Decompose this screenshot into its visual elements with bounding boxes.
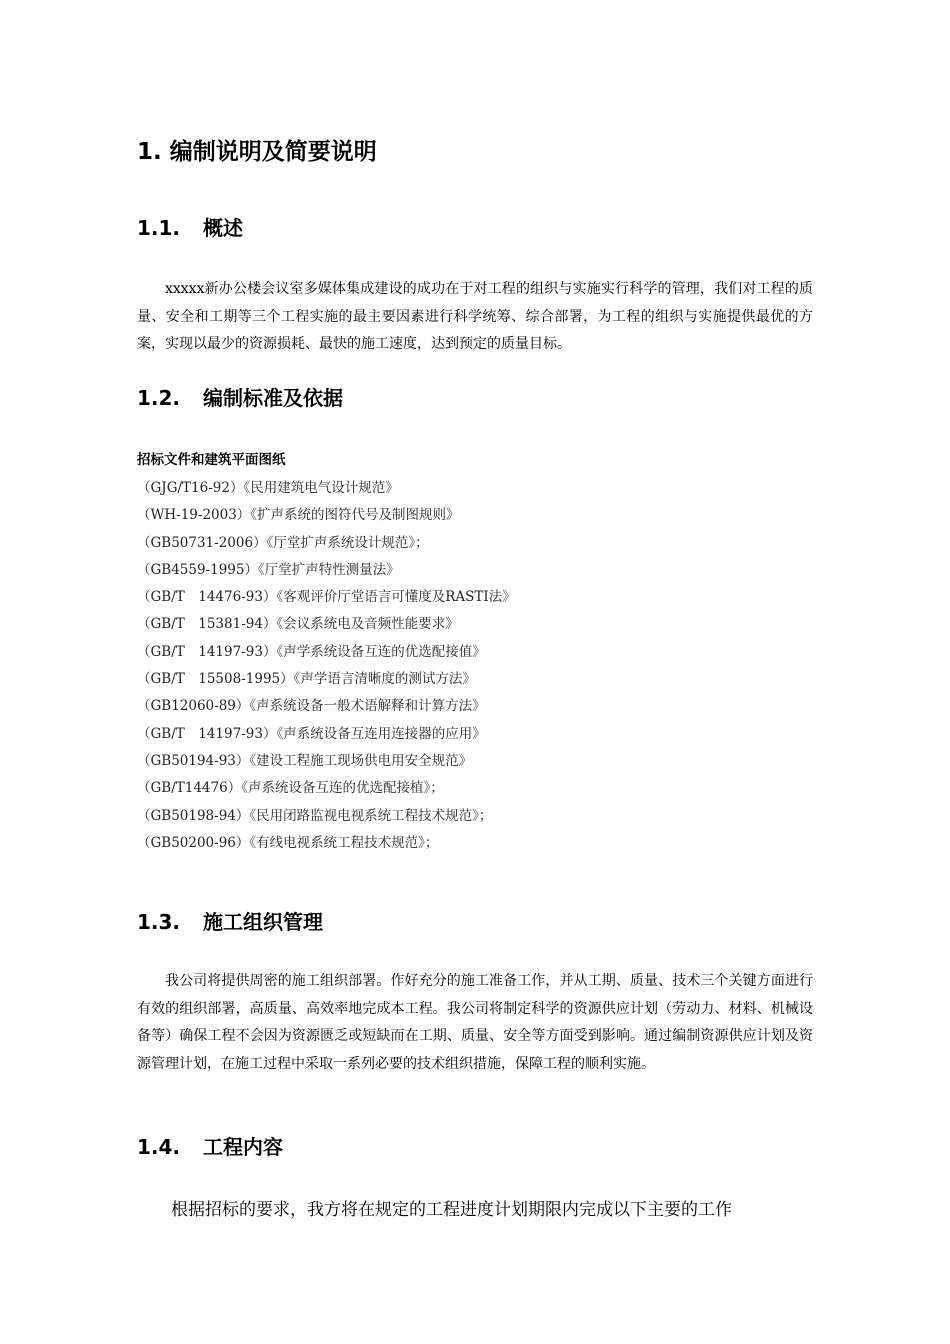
standards-list: [137, 475, 516, 857]
list-item: （GB50731-2006）《厅堂扩声系统设计规范》；: [137, 534, 429, 551]
overview-paragraph: xxxxx新办公楼会议室多媒体集成建设的成功在于对工程的组织与实施实行科学的管理，我们对工程的质量、安全和工期等三个工程实施的最主要因素进行科学统筹、综合部署，为工程的组织与实施提供最优的方案，实现以最少的资源损耗、最快的施工速度，达到预定的质量目标。: [137, 281, 813, 352]
list-item: （GB50198-94）《民用闭路监视电视系统工程技术规范》；: [137, 807, 493, 824]
section-number: 1.2.: [137, 386, 181, 410]
list-item: （GB/T 15508-1995）《声学语言清晰度的测试方法》: [137, 671, 476, 688]
list-item: （GB12060-89）《声系统设备一般术语解释和计算方法》: [137, 698, 486, 715]
list-item: （WH-19-2003）《扩声系统的图符代号及制图规则》: [137, 507, 460, 524]
standards-subtitle: 招标文件和建筑平面图纸: [137, 452, 286, 468]
section-title: 编制标准及依据: [203, 386, 343, 410]
section-number: 1.3.: [137, 910, 181, 934]
section-heading-content: [137, 1133, 283, 1161]
list-item: （GB4559-1995）《厅堂扩声特性测量法》: [137, 561, 400, 578]
list-item: （GB/T 14197-93）《声系统设备互连用连接器的应用》: [137, 725, 486, 742]
section-heading-standards: [137, 384, 343, 412]
section-title: 工程内容: [203, 1135, 283, 1159]
content-paragraph: 根据招标的要求，我方将在规定的工程进度计划期限内完成以下主要的工作: [171, 1200, 732, 1220]
list-item: （GJG/T16-92）《民用建筑电气设计规范》: [137, 480, 399, 496]
list-item: （GB/T 14476-93）《客观评价厅堂语言可懂度及RASTI法》: [137, 589, 516, 606]
chapter-heading: 1. 编制说明及简要说明: [137, 139, 377, 165]
list-item: （GB/T14476）《声系统设备互连的优选配接植》；: [137, 780, 444, 797]
list-item: （GB/T 15381-94）《会议系统电及音频性能要求》: [137, 616, 459, 633]
management-paragraph: 我公司将提供周密的施工组织部署。作好充分的施工准备工作，并从工期、质量、技术三个关键方面进行有效的组织部署，高质量、高效率地完成本工程。我公司将制定科学的资源供应计划（劳动力、材料、机械设备等）确保工程不会因为资源匮乏或短缺而在工期、质量、安全等方面受到影响。通过编制资源供应计划及资源管理计划，在施工过程中采取一系列必要的技术组织措施，保障工程的顺利实施。: [137, 973, 813, 1072]
section-heading-overview: [137, 214, 243, 242]
section-heading-management: [137, 908, 323, 936]
section-number: 1.4.: [137, 1135, 181, 1159]
list-item: （GB50194-93）《建设工程施工现场供电用安全规范》: [137, 752, 473, 769]
section-number: 1.1.: [137, 216, 181, 240]
section-title: 施工组织管理: [203, 910, 323, 934]
list-item: （GB/T 14197-93）《声学系统设备互连的优选配接值》: [137, 643, 486, 660]
list-item: （GB50200-96）《有线电视系统工程技术规范》；: [137, 834, 439, 851]
section-title: 概述: [203, 216, 243, 240]
